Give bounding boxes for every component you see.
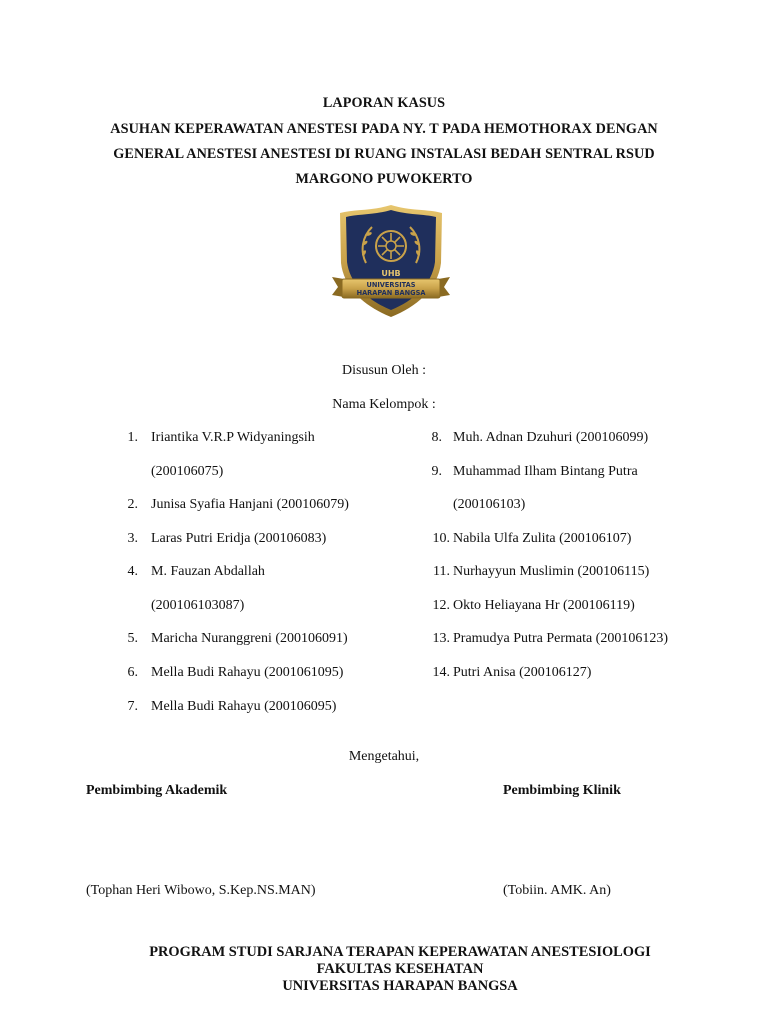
member-name: Nurhayyun Muslimin (200106115) <box>453 564 650 579</box>
academic-supervisor-name: (Tophan Heri Wibowo, S.Kep.NS.MAN) <box>86 883 316 898</box>
clinical-supervisor-name: (Tobiin. AMK. An) <box>503 883 611 898</box>
logo-ribbon-line-1: UNIVERSITAS <box>366 281 416 289</box>
member-id: (200106103) <box>453 497 526 512</box>
report-title-line-2: GENERAL ANESTESI ANESTESI DI RUANG INSTALASI BEDAH SENTRAL RSUD <box>113 146 655 162</box>
member-number: 13. <box>432 631 450 646</box>
compiled-by-label: Disusun Oleh : <box>342 363 426 378</box>
report-title-line-1: ASUHAN KEPERAWATAN ANESTESI PADA NY. T PADA HEMOTHORAX DENGAN <box>110 121 658 137</box>
member-number: 2. <box>127 497 138 512</box>
member-id: (200106103087) <box>151 598 245 613</box>
report-title-line-3: MARGONO PUWOKERTO <box>295 171 473 187</box>
university-name: UNIVERSITAS HARAPAN BANGSA <box>282 978 518 994</box>
group-label: Nama Kelompok : <box>332 397 436 412</box>
clinical-supervisor-label: Pembimbing Klinik <box>503 783 621 798</box>
logo-ribbon-line-2: HARAPAN BANGSA <box>356 289 426 297</box>
acknowledged-label: Mengetahui, <box>348 749 420 764</box>
member-number: 11. <box>433 564 450 579</box>
member-name: Maricha Nuranggreni (200106091) <box>151 631 348 646</box>
member-name: Iriantika V.R.P Widyaningsih <box>151 430 315 445</box>
member-name: Okto Heliayana Hr (200106119) <box>453 598 635 613</box>
member-name: Nabila Ulfa Zulita (200106107) <box>453 531 632 546</box>
member-number: 10. <box>432 531 450 546</box>
member-name: Putri Anisa (200106127) <box>453 665 592 680</box>
member-name: Laras Putri Eridja (200106083) <box>151 531 327 546</box>
member-name: Mella Budi Rahayu (2001061095) <box>151 665 344 680</box>
logo-initials: UHB <box>381 269 401 278</box>
faculty-name: FAKULTAS KESEHATAN <box>316 961 484 977</box>
member-name: Pramudya Putra Permata (200106123) <box>453 631 669 646</box>
member-name: Mella Budi Rahayu (200106095) <box>151 699 337 714</box>
member-number: 9. <box>431 464 442 479</box>
member-number: 8. <box>431 430 442 445</box>
report-type-heading: LAPORAN KASUS <box>322 95 446 111</box>
member-number: 3. <box>127 531 138 546</box>
university-logo <box>330 203 452 319</box>
academic-supervisor-label: Pembimbing Akademik <box>86 783 228 798</box>
member-number: 14. <box>432 665 450 680</box>
member-number: 12. <box>432 598 450 613</box>
member-name: Muh. Adnan Dzuhuri (200106099) <box>453 430 649 445</box>
member-number: 5. <box>127 631 138 646</box>
member-number: 4. <box>127 564 138 579</box>
member-name: M. Fauzan Abdallah <box>151 564 265 579</box>
member-name: Muhammad Ilham Bintang Putra <box>453 464 638 479</box>
member-number: 1. <box>127 430 138 445</box>
member-number: 6. <box>127 665 138 680</box>
member-name: Junisa Syafia Hanjani (200106079) <box>151 497 349 512</box>
member-number: 7. <box>127 699 138 714</box>
study-program: PROGRAM STUDI SARJANA TERAPAN KEPERAWATAN ANESTESIOLOGI <box>149 944 651 960</box>
member-id: (200106075) <box>151 464 224 479</box>
